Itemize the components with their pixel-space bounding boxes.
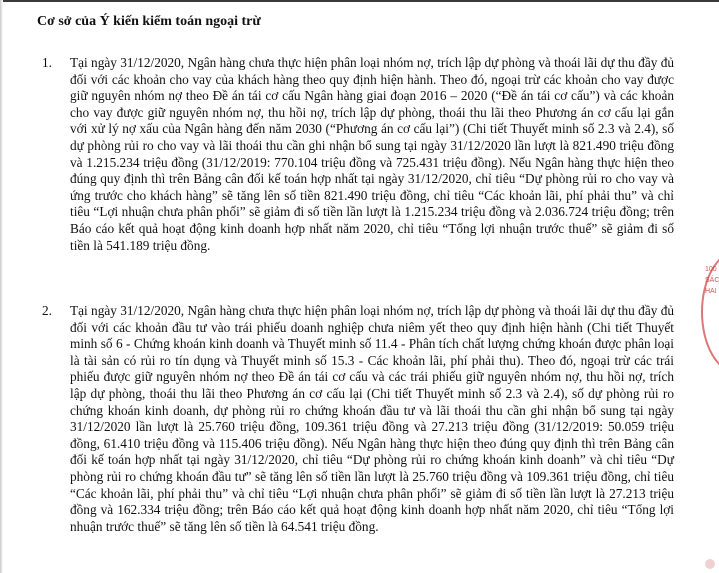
page-top-border <box>0 0 719 2</box>
list-item-number: 1. <box>42 55 52 70</box>
section-heading: Cơ sở của Ý kiến kiểm toán ngoại trừ <box>37 14 261 29</box>
list-item-1 <box>42 55 674 254</box>
seal-text: 100 SÁC HAI <box>705 266 719 295</box>
list-item-text: Tại ngày 31/12/2020, Ngân hàng chưa thực hiện phân loại nhóm nợ, trích lập dự phòng và thoái lãi dự thu đầy đủ đối với các khoản cho vay của khách hàng theo quy định hiện hành. Theo đó, ngoại trừ các khoản cho vay được giữ nguyên nhóm nợ theo Đề án tái cơ cấu Ngân hàng giai đoạn 2016 – 2020 (“Đề án tái cơ cấu”) và các khoản cho vay được giữ nguyên nhóm nợ, thu hồi nợ, trích lập dự phòng, thoái thu lãi theo Phương án cơ cấu lại gắn với xử lý nợ xấu của Ngân hàng đến năm 2030 (“Phương án cơ cấu lại”) (Chi tiết Thuyết minh số 2.3 và 2.4), số dự phòng rủi ro cho vay và lãi thoái thu cần ghi nhận bổ sung tại ngày 31/12/2020 lần lượt là 821.490 triệu đồng và 1.215.234 triệu đồng (31/12/2019: 770.104 triệu đồng và 725.431 triệu đồng). Nếu Ngân hàng thực hiện theo đúng quy định thì trên Bảng cân đối kế toán hợp nhất tại ngày 31/12/2020, chỉ tiêu “Dự phòng rủi ro cho vay và ứng trước cho khách hàng” sẽ tăng lên số tiền 821.490 triệu đồng, chỉ tiêu “Các khoản lãi, phí phải thu” và chỉ tiêu “Lợi nhuận chưa phân phối” sẽ giảm đi số tiền lần lượt là 1.215.234 triệu đồng và 2.036.724 triệu đồng; trên Báo cáo kết quả hoạt động kinh doanh hợp nhất năm 2020, chỉ tiêu “Tổng lợi nhuận trước thuế” sẽ giảm đi số tiền là 541.189 triệu đồng. <box>70 55 674 253</box>
list-item-2 <box>42 303 674 535</box>
stamp-fragment-icon <box>705 559 715 569</box>
seal-stamp <box>697 250 719 370</box>
page-left-shadow <box>0 0 3 573</box>
list-item-text: Tại ngày 31/12/2020, Ngân hàng chưa thực hiện phân loại nhóm nợ, trích lập dự phòng và thoái lãi dự thu đầy đủ đối với các khoản đầu tư vào trái phiếu doanh nghiệp chưa niêm yết theo quy định hiện hành (Chi tiết Thuyết minh số 6 - Chứng khoán kinh doanh và Thuyết minh số 11.4 - Phân tích chất lượng chứng khoán được phân loại là tài sản có rủi ro tín dụng và Thuyết minh số 15.3 - Các khoản lãi, phí phải thu). Theo đó, ngoại trừ các trái phiếu được giữ nguyên nhóm nợ theo Đề án tái cơ cấu và các trái phiếu giữ nguyên nhóm nợ, thu hồi nợ, trích lập dự phòng, thoái thu lãi theo Phương án cơ cấu lại (Chi tiết Thuyết minh số 2.3 và 2.4), số dự phòng rủi ro chứng khoán kinh doanh, dự phòng rủi ro chứng khoán đầu tư và lãi thoái thu cần ghi nhận bổ sung tại ngày 31/12/2020 lần lượt là 25.760 triệu đồng, 109.361 triệu đồng và 27.213 triệu đồng (31/12/2019: 50.059 triệu đồng, 61.410 triệu đồng và 115.406 triệu đồng). Nếu Ngân hàng thực hiện theo đúng quy định thì trên Bảng cân đối kế toán hợp nhất tại ngày 31/12/2020, chỉ tiêu “Dự phòng rủi ro chứng khoán kinh doanh” và chỉ tiêu “Dự phòng rủi ro chứng khoán đầu tư” sẽ tăng lên số tiền lần lượt là 25.760 triệu đồng và 109.361 triệu đồng, chỉ tiêu “Các khoản lãi, phí phải thu” và chỉ tiêu “Lợi nhuận chưa phân phối” sẽ giảm đi số tiền lần lượt là 27.213 triệu đồng và 162.334 triệu đồng; trên Báo cáo kết quả hoạt động kinh doanh hợp nhất năm 2020, chỉ tiêu “Tổng lợi nhuận trước thuế” sẽ tăng lên số tiền là 64.541 triệu đồng. <box>70 303 674 534</box>
list-item-number: 2. <box>42 303 52 318</box>
